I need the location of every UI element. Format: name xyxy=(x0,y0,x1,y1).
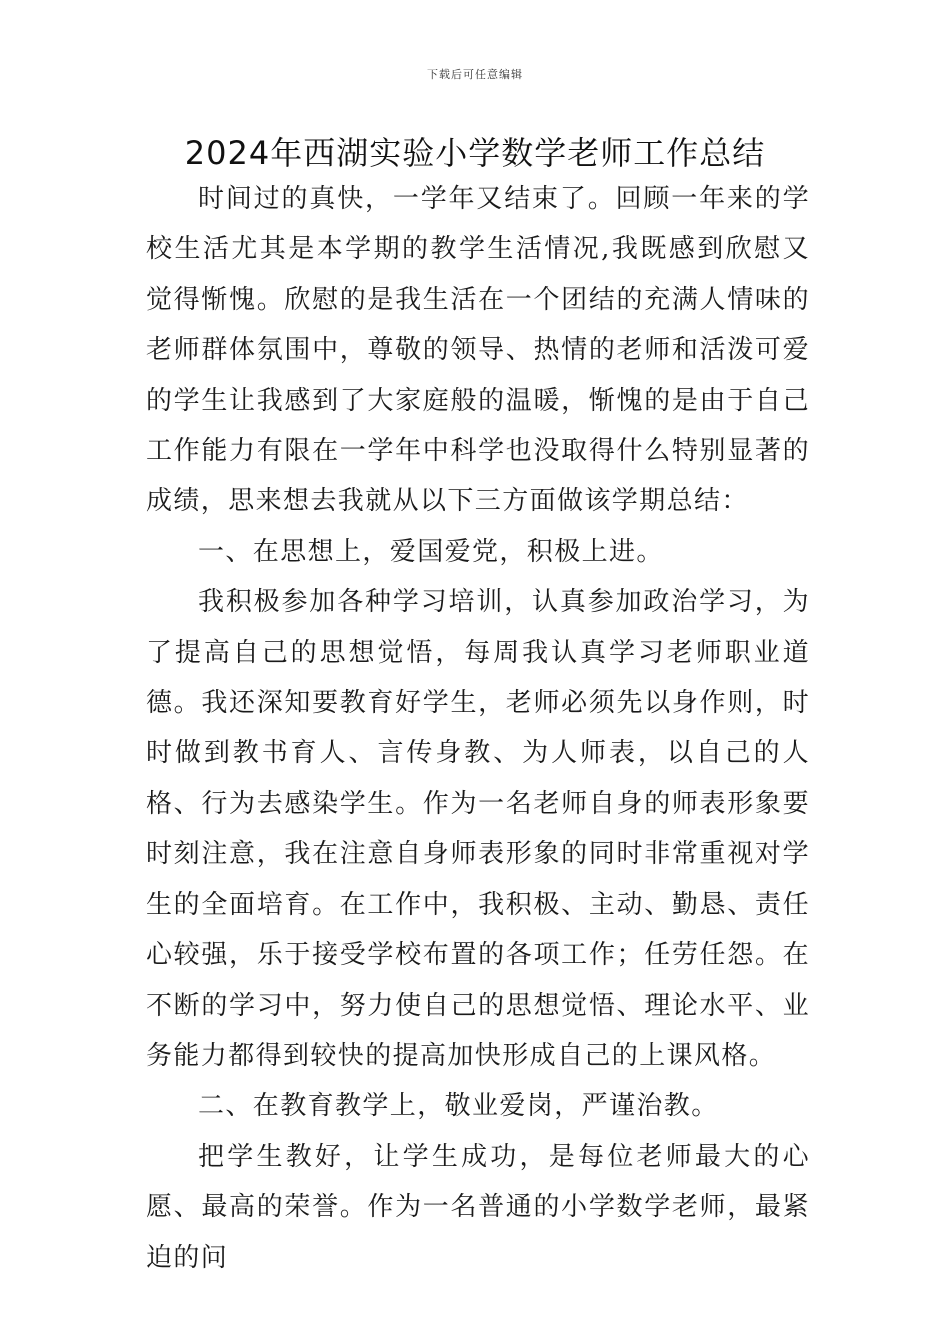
section-heading-2: 二、在教育教学上，敬业爱岗，严谨治教。 xyxy=(198,1091,719,1122)
paragraph-intro: 时间过的真快，一学年又结束了。回顾一年来的学校生活尤其是本学期的教学生活情况,我既感到欣慰又觉得惭愧。欣慰的是我生活在一个团结的充满人情味的老师群体氛围中，尊敬的领导、热情的老师和活泼可爱的学生让我感到了大家庭般的温暖，惭愧的是由于自己工作能力有限在一学年中科学也没取得什么特别显著的成绩，思来想去我就从以下三方面做该学期总结： xyxy=(146,184,810,517)
paragraph-section-2: 把学生教好，让学生成功，是每位老师最大的心愿、最高的荣誉。作为一名普通的小学数学老师，最紧迫的问 xyxy=(146,1141,810,1273)
document-body xyxy=(146,174,810,1283)
header-note: 下载后可任意编辑 xyxy=(427,68,523,81)
section-heading-1: 一、在思想上，爱国爱党，积极上进。 xyxy=(198,536,664,567)
paragraph-section-1: 我积极参加各种学习培训，认真参加政治学习，为了提高自己的思想觉悟，每周我认真学习老师职业道德。我还深知要教育好学生，老师必须先以身作则，时时做到教书育人、言传身教、为人师表，以自己的人格、行为去感染学生。作为一名老师自身的师表形象要时刻注意，我在注意自身师表形象的同时非常重视对学生的全面培育。在工作中，我积极、主动、勤恳、责任心较强，乐于接受学校布置的各项工作；任劳任怨。在不断的学习中，努力使自己的思想觉悟、理论水平、业务能力都得到较快的提高加快形成自己的上课风格。 xyxy=(146,587,810,1071)
document-title: 2024年西湖实验小学数学老师工作总结 xyxy=(184,134,766,172)
